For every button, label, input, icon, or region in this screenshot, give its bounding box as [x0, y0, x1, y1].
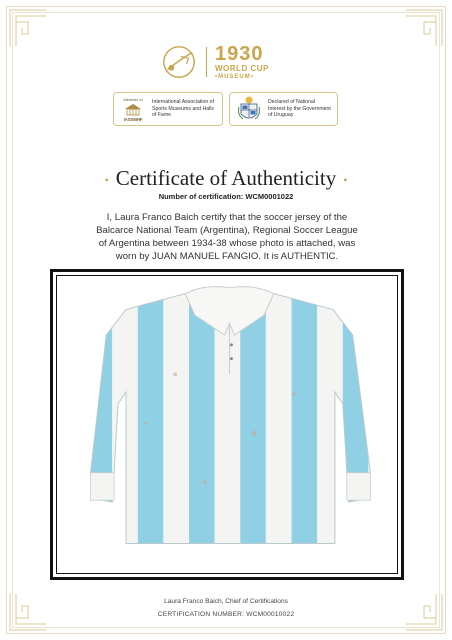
iassmhf-badge-text: International Association of Sports Museums and Halls of Fame — [152, 99, 215, 119]
jersey-photo — [56, 275, 398, 574]
logo-year: 1930 — [215, 43, 264, 65]
certification-number: Number of certification: WCM0001022 — [158, 192, 294, 201]
football-logo-icon — [160, 43, 198, 81]
emblem-acronym: IASSMHF — [123, 117, 143, 122]
uruguay-coat-of-arms-icon — [234, 95, 264, 123]
jersey-photo-frame — [50, 269, 404, 580]
striped-jersey-image — [57, 276, 397, 573]
logo-wordmark — [215, 44, 269, 80]
national-interest-badge-text: Declared of National Interest by the Government of Uruguay — [268, 99, 331, 119]
certification-number-footer: CERTIFICATION NUMBER: WCM00010022 — [157, 611, 295, 618]
greek-key-corner-ornament — [8, 8, 48, 48]
logo-line-museum: •MUSEUM• — [215, 74, 254, 80]
iassmhf-emblem-icon — [118, 95, 148, 123]
title-ornament-left: • — [104, 172, 109, 187]
emblem-caption: Member of — [123, 97, 143, 102]
logo-divider — [206, 47, 207, 77]
museum-logo — [160, 40, 300, 84]
national-interest-badge — [229, 92, 338, 126]
signatory-line: Laura Franco Baich, Chief of Certifications — [164, 598, 288, 605]
logo-line-world-cup: WORLD CUP — [215, 64, 269, 73]
certificate-title-row — [0, 166, 452, 191]
greek-key-corner-ornament — [404, 8, 444, 48]
title-ornament-right: • — [343, 172, 348, 187]
certificate-title: Certificate of Authenticity — [115, 166, 337, 190]
authenticity-statement: I, Laura Franco Baich certify that the soccer jersey of the Balcarce National Team (Argentina), Regional Soccer League of Argentina between 1934-38 whose photo is attached, was worn by JUAN MANUEL FANGIO. It is AUTHENTIC. — [96, 212, 358, 262]
iassmhf-membership-badge — [113, 92, 223, 126]
